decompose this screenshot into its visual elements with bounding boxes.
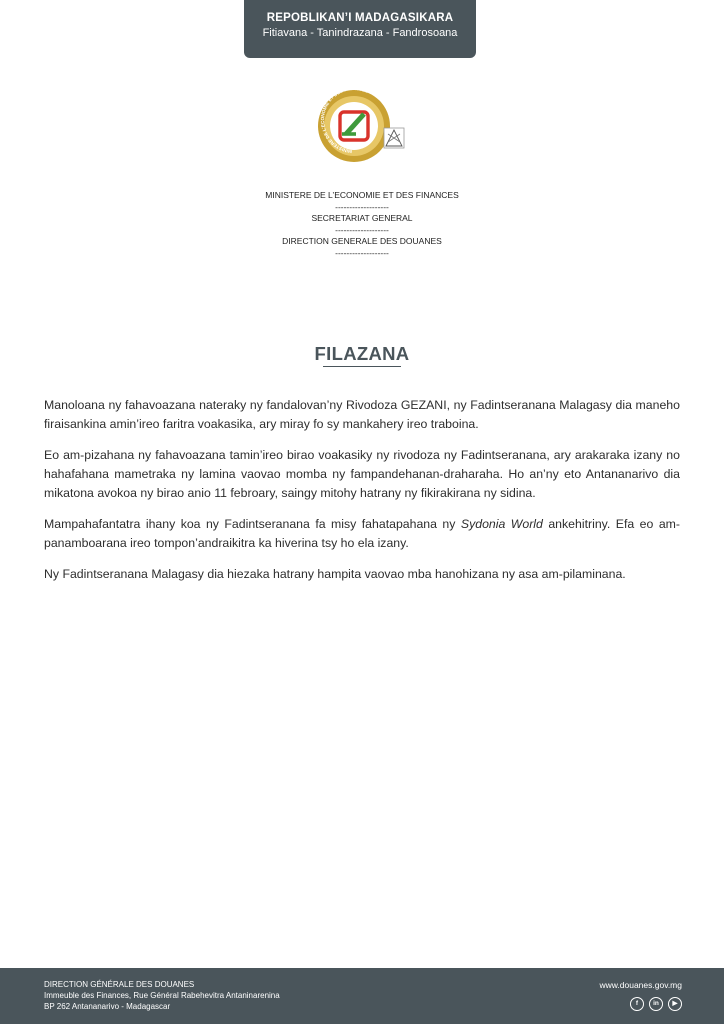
title-underline [323,366,401,367]
document-title: FILAZANA [314,343,410,364]
footer-org: DIRECTION GÉNÉRALE DES DOUANES [44,980,195,989]
linkedin-icon[interactable]: in [649,997,663,1011]
paragraph-text: Mampahafantatra ihany koa ny Fadintseranana fa misy fahatapahana ny [44,517,461,531]
system-name: Sydonia World [460,517,543,531]
separator: ------------------- [335,224,389,235]
paragraph: Eo am-pizahana ny fahavoazana tamin’ireo birao voakasiky ny rivodoza ny Fadintseranana, ary arakaraka izany no hahafahana mametraka ny lamina vaovao momba ny fampandehanan-draharaha. Ho an’ny eto Antananarivo dia mikatona avokoa ny birao anio 11 febroary, saingy mitohy hatrany ny fikirakirana ny sidina. [44,448,680,500]
logo-ring-text: MINISTERE DE L'ECONOMIE ET DES FINANCES [320,85,370,154]
announcement-body [44,396,680,596]
ministry-logo [316,84,408,168]
ministry-heading [0,190,724,259]
footer-address-line: BP 262 Antananarivo - Madagascar [44,1002,171,1011]
social-links [630,997,682,1011]
country-name: REPOBLIKAN’I MADAGASIKARA [266,12,454,24]
separator: ------------------- [335,247,389,258]
separator: ------------------- [335,201,389,212]
footer-address [44,979,280,1012]
national-motto: Fitiavana - Tanindrazana - Fandrosoana [262,27,458,39]
facebook-icon[interactable]: f [630,997,644,1011]
paragraph [44,515,680,553]
footer-address-line: Immeuble des Finances, Rue Général Rabehevitra Antaninarenina [44,991,280,1000]
youtube-icon[interactable]: ▶ [668,997,682,1011]
paragraph: Manoloana ny fahavoazana nateraky ny fandalovan’ny Rivodoza GEZANI, ny Fadintseranana Malagasy dia maneho firaisankina amin’ireo faritra voakasika, ary miray fo sy mankahery ireo traboina. [44,398,680,431]
website-link[interactable]: www.douanes.gov.mg [599,980,682,990]
paragraph: Ny Fadintseranana Malagasy dia hiezaka hatrany hampita vaovao mba hanohizana ny asa am-pilaminana. [44,567,626,581]
secretariat-name: SECRETARIAT GENERAL [311,213,413,223]
header-banner [244,0,476,58]
direction-name: DIRECTION GENERALE DES DOUANES [282,236,442,246]
footer [0,968,724,1024]
paragraph-text: ankehitriny. Efa eo am-panamboarana ireo tompon’andraikitra ka hiverina tsy ho ela izany. [44,517,680,550]
ministry-name: MINISTERE DE L’ECONOMIE ET DES FINANCES [265,190,459,200]
